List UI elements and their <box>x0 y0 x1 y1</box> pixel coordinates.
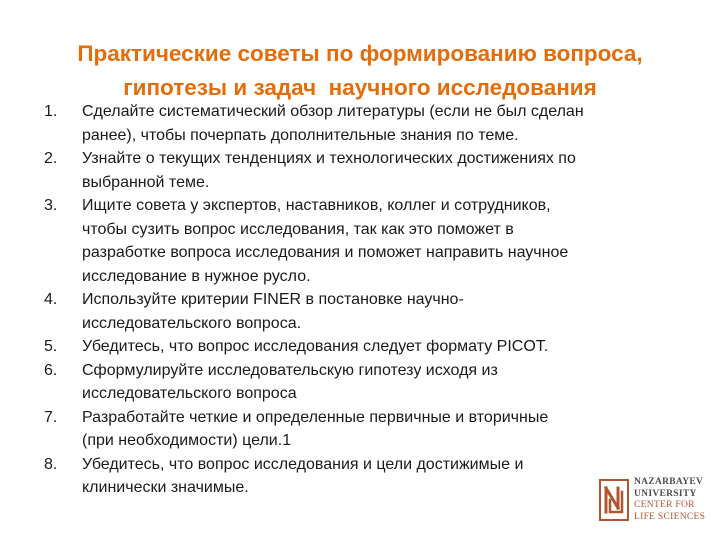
tip-number: 1. <box>44 103 58 120</box>
tip-text <box>82 194 684 288</box>
tip-item-7 <box>44 406 684 453</box>
slide-title <box>0 37 720 105</box>
tip-text-line: разработке вопроса исследования и поможет направить научное <box>82 244 569 261</box>
tip-number: 7. <box>44 408 58 426</box>
tip-item-5 <box>44 335 684 359</box>
slide-title-line-1: Практические советы по формированию вопроса, <box>77 41 643 67</box>
tip-text-line: (при необходимости) цели.1 <box>82 432 292 449</box>
tip-text-line: исследовательского вопроса <box>82 385 297 402</box>
tip-item-4 <box>44 288 684 335</box>
nazarbayev-university-logo <box>598 476 714 526</box>
tip-text <box>82 335 684 359</box>
tip-number: 2. <box>44 150 58 167</box>
tip-text-line: Сделайте систематический обзор литературы (если не был сделан <box>82 103 584 120</box>
tip-text-line: Разработайте четкие и определенные первичные и вторичные <box>82 408 549 426</box>
tip-text-line: Узнайте о текущих тенденциях и технологических достижениях по <box>82 150 576 167</box>
tip-text-line: чтобы сузить вопрос исследования, так как это поможет в <box>82 220 514 238</box>
tip-text-line: Убедитесь, что вопрос исследования следует формату PICOT. <box>82 338 549 355</box>
nu-emblem-icon <box>598 478 630 522</box>
tip-item-1 <box>44 100 684 147</box>
tip-text-line: Убедитесь, что вопрос исследования и цели достижимые и <box>82 455 524 473</box>
tip-text <box>82 100 684 147</box>
tip-text-line: выбранной теме. <box>82 173 210 191</box>
logo-text-line: NAZARBAYEV <box>634 477 704 487</box>
logo-text-line: UNIVERSITY <box>634 488 697 499</box>
tip-text <box>82 288 684 335</box>
tip-text-line: Ищите совета у экспертов, наставников, коллег и сотрудников, <box>82 197 551 214</box>
tip-item-6 <box>44 359 684 406</box>
slide-title-line-2: гипотезы и задач научного исследования <box>123 75 597 101</box>
tip-number: 8. <box>44 455 58 473</box>
tip-text <box>82 359 684 406</box>
tip-number: 3. <box>44 197 58 214</box>
tip-item-2 <box>44 147 684 194</box>
tip-item-8 <box>44 453 684 500</box>
tip-number: 4. <box>44 291 58 308</box>
logo-text <box>634 477 705 523</box>
tip-text <box>82 453 684 500</box>
tip-text-line: исследовательского вопроса. <box>82 314 302 332</box>
tip-text-line: Используйте критерии FINER в постановке научно- <box>82 291 464 308</box>
tip-text-line: исследование в нужное русло. <box>82 267 311 285</box>
tip-text-line: клинически значимые. <box>82 479 249 496</box>
tip-text-line: Сформулируйте исследовательскую гипотезу исходя из <box>82 361 498 379</box>
logo-text-line: LIFE SCIENCES <box>634 511 706 522</box>
logo-text-line: CENTER FOR <box>634 500 695 510</box>
tip-number: 6. <box>44 361 58 379</box>
tip-item-3 <box>44 194 684 288</box>
tip-text <box>82 147 684 194</box>
tip-text-line: ранее), чтобы почерпать дополнительные знания по теме. <box>82 126 519 144</box>
tip-text <box>82 406 684 453</box>
tip-number: 5. <box>44 338 58 355</box>
tips-list <box>44 100 684 500</box>
